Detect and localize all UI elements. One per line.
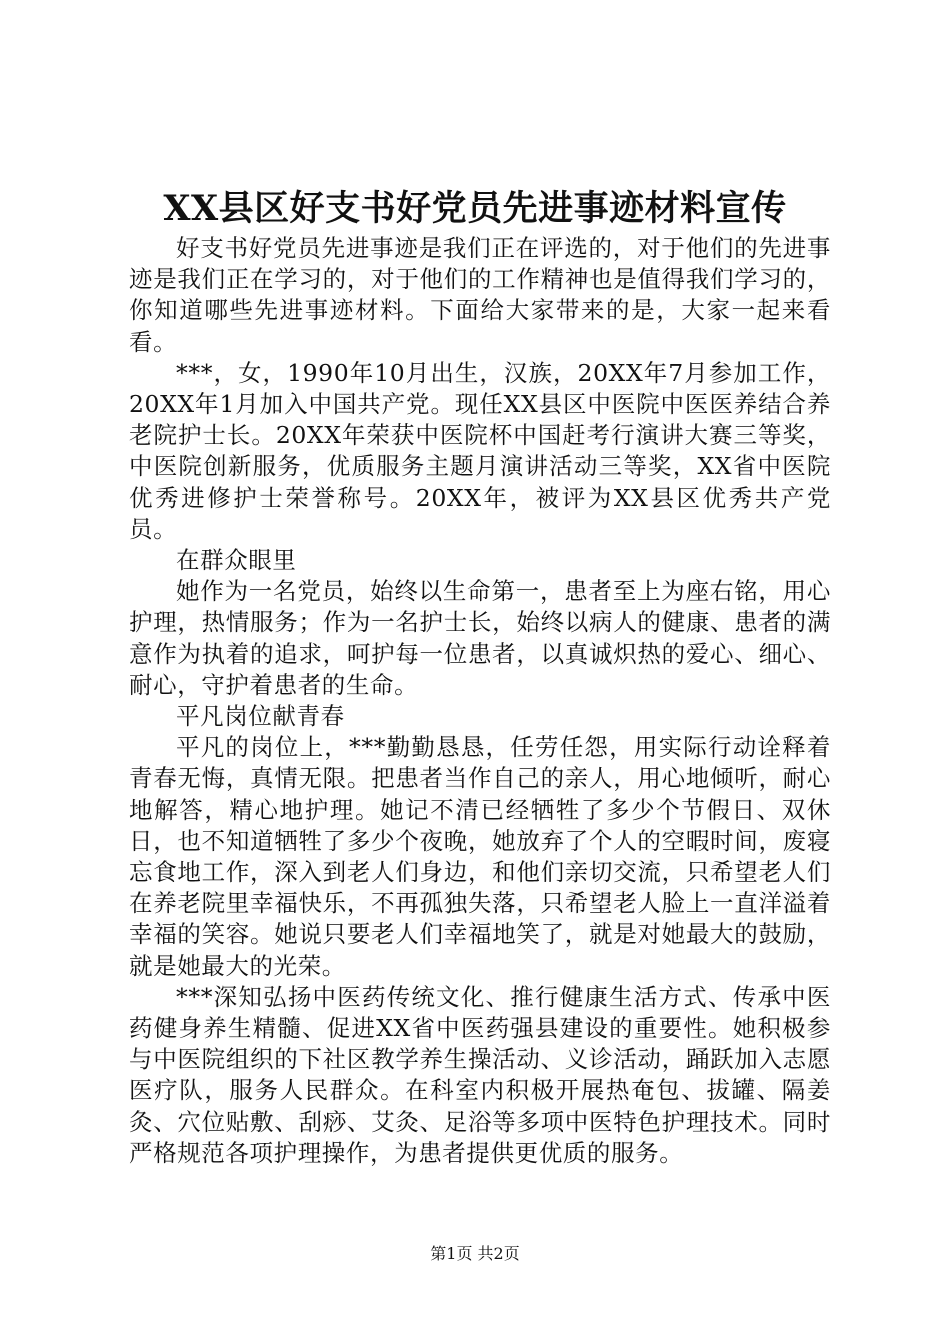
section-heading-in-public-eyes: 在群众眼里 xyxy=(176,546,297,575)
section-heading-ordinary-post: 平凡岗位献青春 xyxy=(176,702,345,731)
paragraph-dedication: 平凡的岗位上，***勤勤恳恳，任劳任怨，用实际行动诠释着青春无悔，真情无限。把患者当作自己的亲人，用心地倾听，耐心地解答，精心地护理。她记不清已经牺牲了多少个节假日、双休日，也不知道牺牲了多少个夜晚，她放弃了个人的空暇时间，废寝忘食地工作，深入到老人们身边，和他们亲切交流，只希望老人们在养老院里幸福快乐，不再孤独失落，只希望老人脸上一直洋溢着幸福的笑容。她说只要老人们幸福地笑了，就是对她最大的鼓励，就是她最大的光荣。 xyxy=(129,733,831,980)
paragraph-as-party-member: 她作为一名党员，始终以生命第一，患者至上为座右铭，用心护理，热情服务；作为一名护士长，始终以病人的健康、患者的满意作为执着的追求，呵护每一位患者，以真诚炽热的爱心、细心、耐心，守护着患者的生命。 xyxy=(129,577,831,699)
paragraph-profile: ***，女，1990年10月出生，汉族，20XX年7月参加工作，20XX年1月加入中国共产党。现任XX县区中医院中医医养结合养老院护士长。20XX年荣获中医院杯中国赶考行演讲大赛三等奖，中医院创新服务，优质服务主题月演讲活动三等奖，XX省中医院优秀进修护士荣誉称号。20XX年，被评为XX县区优秀共产党员。 xyxy=(129,358,831,543)
paragraph-intro: 好支书好党员先进事迹是我们正在评选的，对于他们的先进事迹是我们正在学习的，对于他们的工作精神也是值得我们学习的，你知道哪些先进事迹材料。下面给大家带来的是，大家一起来看看。 xyxy=(129,234,831,356)
document-title: XX县区好支书好党员先进事迹材料宣传 xyxy=(163,188,787,229)
paragraph-tcm-promotion: ***深知弘扬中医药传统文化、推行健康生活方式、传承中医药健身养生精髓、促进XX省中医药强县建设的重要性。她积极参与中医院组织的下社区教学养生操活动、义诊活动，踊跃加入志愿医疗队，服务人民群众。在科室内积极开展热奄包、拔罐、隔姜灸、穴位贴敷、刮痧、艾灸、足浴等多项中医特色护理技术。同时严格规范各项护理操作，为患者提供更优质的服务。 xyxy=(129,982,831,1167)
page-number-footer: 第1页 共2页 xyxy=(430,1244,520,1263)
document-body xyxy=(129,233,831,1169)
